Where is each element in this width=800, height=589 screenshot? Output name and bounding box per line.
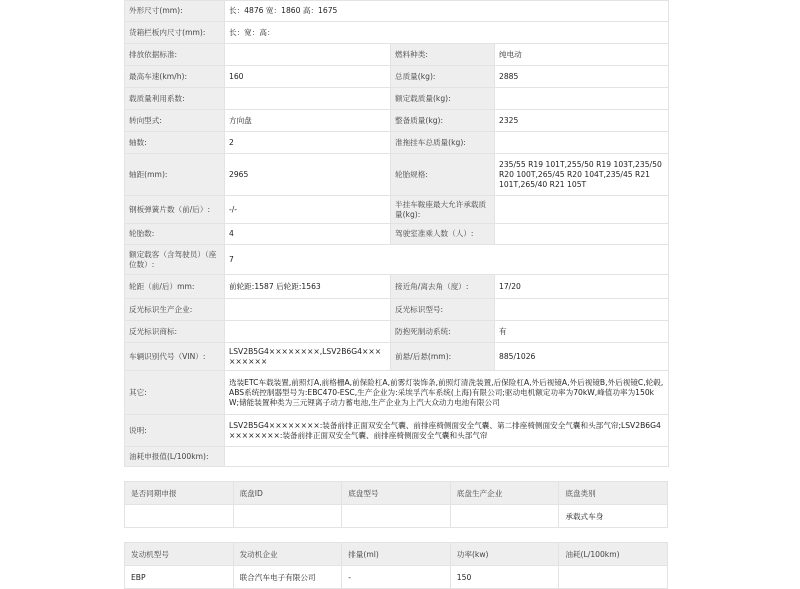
chassis-table [124, 481, 668, 528]
row-axles [125, 132, 669, 154]
track-value: 前轮距:1587 后轮距:1563 [225, 275, 391, 299]
engine-table [124, 542, 668, 589]
fuel-cons-label: 油耗申报值(L/100km): [125, 447, 225, 467]
chassis-header-cell: 底盘ID [233, 482, 342, 505]
chassis-cell [342, 505, 451, 528]
cab-label: 驾驶室准乘人数（人）: [391, 224, 495, 245]
vin-value: LSV2B5G4××××××××,LSV2B6G4××××××××× [225, 343, 391, 371]
emission-value [225, 44, 391, 66]
fuel-value: 纯电动 [495, 44, 669, 66]
speed-value: 160 [225, 66, 391, 88]
total-mass-value: 2885 [495, 66, 669, 88]
row-other [125, 371, 669, 415]
row-reflect-2 [125, 321, 669, 343]
overhang-value: 885/1026 [495, 343, 669, 371]
axles-label: 轴数: [125, 132, 225, 154]
axles-value: 2 [225, 132, 391, 154]
row-track [125, 275, 669, 299]
row-cargo [125, 22, 669, 44]
cab-value [495, 224, 669, 245]
row-load [125, 88, 669, 110]
engine-cell: 150 [450, 566, 559, 589]
row-passengers [125, 245, 669, 275]
saddle-label: 半挂车鞍座最大允许承载质量(kg): [391, 196, 495, 224]
steering-value: 方向盘 [225, 110, 391, 132]
abs-label: 防抱死制动系统: [391, 321, 495, 343]
row-reflect-1 [125, 299, 669, 321]
chassis-cell: 承载式车身 [559, 505, 668, 528]
row-dimensions [125, 1, 669, 22]
chassis-data-row [125, 505, 668, 528]
saddle-value [495, 196, 669, 224]
overhang-label: 前悬/后悬(mm): [391, 343, 495, 371]
engine-header-row [125, 543, 668, 566]
curb-mass-label: 整备质量(kg): [391, 110, 495, 132]
desc-label: 说明: [125, 415, 225, 447]
row-vin [125, 343, 669, 371]
engine-header-cell: 排量(ml) [342, 543, 451, 566]
load-util-value [225, 88, 391, 110]
engine-cell: EBP [125, 566, 234, 589]
row-emission-fuel [125, 44, 669, 66]
dims-label: 外形尺寸(mm): [125, 1, 225, 22]
steering-label: 转向型式: [125, 110, 225, 132]
angle-label: 接近角/离去角（度）: [391, 275, 495, 299]
speed-label: 最高车速(km/h): [125, 66, 225, 88]
tire-label: 轮胎规格: [391, 154, 495, 196]
engine-header-cell: 油耗(L/100km) [559, 543, 668, 566]
chassis-header-cell: 底盘类别 [559, 482, 668, 505]
row-speed-mass [125, 66, 669, 88]
angle-value: 17/20 [495, 275, 669, 299]
chassis-cell [125, 505, 234, 528]
row-spring [125, 196, 669, 224]
reflect-model-label: 反光标识型号: [391, 299, 495, 321]
fuel-cons-value [225, 447, 669, 467]
other-value: 选装ETC车载装置,前照灯A,前格栅A,前保险杠A,前雾灯装饰条,前照灯清洗装置,后保险杠A,外后视镜A,外后视镜B,外后视镜C,轮毂,ABS系统控制器型号为:EBC470-ESC,生产企业为:采埃孚汽车系统(上海)有限公司;驱动电机额定功率为70kW,峰值功率为150kW;储能装置种类为三元锂离子动力蓄电池,生产企业为上汽大众动力电池有限公司 [225, 371, 669, 415]
engine-header-cell: 发动机企业 [233, 543, 342, 566]
engine-header-cell: 发动机型号 [125, 543, 234, 566]
row-desc [125, 415, 669, 447]
curb-mass-value: 2325 [495, 110, 669, 132]
engine-cell: 联合汽车电子有限公司 [233, 566, 342, 589]
engine-cell [559, 566, 668, 589]
chassis-header-cell: 是否同期申报 [125, 482, 234, 505]
reflect-maker-label: 反光标识生产企业: [125, 299, 225, 321]
fuel-label: 燃料种类: [391, 44, 495, 66]
chassis-cell [233, 505, 342, 528]
cargo-label: 货箱栏板内尺寸(mm): [125, 22, 225, 44]
passengers-label: 额定载客（含驾驶员）（座位数）: [125, 245, 225, 275]
tire-count-label: 轮胎数: [125, 224, 225, 245]
vehicle-spec-table [124, 0, 669, 467]
chassis-header-cell: 底盘生产企业 [450, 482, 559, 505]
vin-label: 车辆识别代号（VIN）: [125, 343, 225, 371]
cargo-value: 长：宽：高： [225, 22, 669, 44]
chassis-cell [450, 505, 559, 528]
reflect-model-value [495, 299, 669, 321]
load-util-label: 载质量利用系数: [125, 88, 225, 110]
row-fuel-consumption [125, 447, 669, 467]
row-tire-count [125, 224, 669, 245]
chassis-header-cell: 底盘型号 [342, 482, 451, 505]
trailer-value [495, 132, 669, 154]
engine-data-row [125, 566, 668, 589]
desc-value: LSV2B5G4××××××××:装备前排正面双安全气囊、前排座椅侧面安全气囊、第二排座椅侧面安全气囊和头部气帘;LSV2B6G4××××××××:装备前排正面双安全气囊、前排座椅侧面安全气囊和头部气帘 [225, 415, 669, 447]
engine-cell: - [342, 566, 451, 589]
engine-header-cell: 功率(kw) [450, 543, 559, 566]
tire-value: 235/55 R19 101T,255/50 R19 103T,235/50 R20 100T,265/45 R20 104T,235/45 R21 101T,265/40 R21 105T [495, 154, 669, 196]
chassis-header-row [125, 482, 668, 505]
wheelbase-label: 轴距(mm): [125, 154, 225, 196]
spring-label: 钢板弹簧片数（前/后）: [125, 196, 225, 224]
wheelbase-value: 2965 [225, 154, 391, 196]
reflect-maker-value [225, 299, 391, 321]
total-mass-label: 总质量(kg): [391, 66, 495, 88]
row-steering [125, 110, 669, 132]
other-label: 其它: [125, 371, 225, 415]
rated-load-value [495, 88, 669, 110]
reflect-brand-label: 反光标识商标: [125, 321, 225, 343]
reflect-brand-value [225, 321, 391, 343]
tire-count-value: 4 [225, 224, 391, 245]
emission-label: 排放依据标准: [125, 44, 225, 66]
spring-value: -/- [225, 196, 391, 224]
rated-load-label: 额定载质量(kg): [391, 88, 495, 110]
trailer-label: 准拖挂车总质量(kg): [391, 132, 495, 154]
passengers-value: 7 [225, 245, 669, 275]
dims-value: 长：4876 宽：1860 高：1675 [225, 1, 669, 22]
abs-value: 有 [495, 321, 669, 343]
track-label: 轮距（前/后）mm: [125, 275, 225, 299]
row-wheelbase [125, 154, 669, 196]
